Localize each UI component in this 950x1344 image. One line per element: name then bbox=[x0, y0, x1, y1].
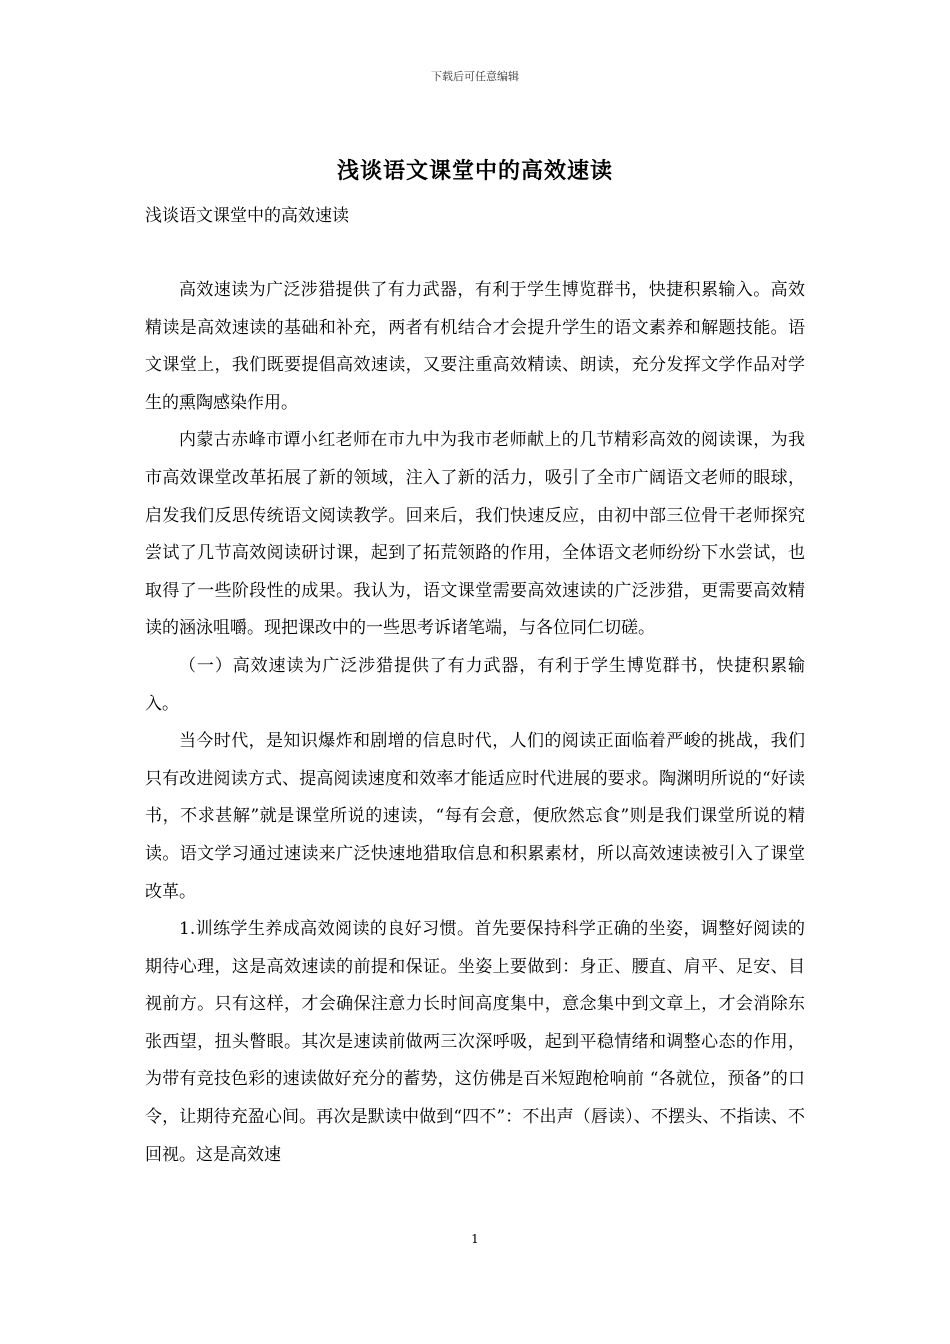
paragraph: 高效速读为广泛涉猎提供了有力武器，有利于学生博览群书，快捷积累输入。高效精读是高效速读的基础和补充，两者有机结合才会提升学生的语文素养和解题技能。语文课堂上，我们既要提倡高效速读，又要注重高效精读、朗读，充分发挥文学作品对学生的熏陶感染作用。 bbox=[145, 280, 805, 413]
paragraph: （一）高效速读为广泛涉猎提供了有力武器，有利于学生博览群书，快捷积累输入。 bbox=[145, 655, 805, 714]
paragraph: 1.训练学生养成高效阅读的良好习惯。首先要保持科学正确的坐姿，调整好阅读的期待心理，这是高效速读的前提和保证。坐姿上要做到：身正、腰直、肩平、足安、目视前方。只有这样，才会确保注意力长时间高度集中，意念集中到文章上，才会消除东张西望，扭头瞥眼。其次是速读前做两三次深呼吸，起到平稳情绪和调整心态的作用，为带有竞技色彩的速读做好充分的蓄势，这仿佛是百米短跑枪响前 “各就位，预备”的口令，让期待充盈心间。再次是默读中做到“四不”：不出声（唇读）、不摆头、不指读、不回视。这是高效速 bbox=[145, 919, 805, 1165]
paragraph: 内蒙古赤峰市谭小红老师在市九中为我市老师献上的几节精彩高效的阅读课，为我市高效课堂改革拓展了新的领域，注入了新的活力，吸引了全市广阔语文老师的眼球，启发我们反思传统语文阅读教学。回来后，我们快速反应，由初中部三位骨干老师探究尝试了几节高效阅读研讨课，起到了拓荒领路的作用，全体语文老师纷纷下水尝试，也取得了一些阶段性的成果。我认为，语文课堂需要高效速读的广泛涉猎，更需要高效精读的涵泳咀嚼。现把课改中的一些思考诉诸笔端，与各位同仁切磋。 bbox=[145, 430, 805, 639]
page-number: 1 bbox=[471, 1232, 479, 1246]
document-subtitle: 浅谈语文课堂中的高效速读 bbox=[145, 206, 349, 226]
document-body bbox=[145, 272, 805, 1174]
header-note: 下载后可任意编辑 bbox=[431, 70, 519, 83]
document-title: 浅谈语文课堂中的高效速读 bbox=[336, 158, 613, 184]
paragraph: 当今时代，是知识爆炸和剧增的信息时代，人们的阅读正面临着严峻的挑战，我们只有改进阅读方式、提高阅读速度和效率才能适应时代进展的要求。陶渊明所说的“好读书，不求甚解”就是课堂所说的速读，“每有会意，便欣然忘食”则是我们课堂所说的精读。语文学习通过速读来广泛快速地猎取信息和积累素材，所以高效速读被引入了课堂改革。 bbox=[145, 731, 805, 902]
